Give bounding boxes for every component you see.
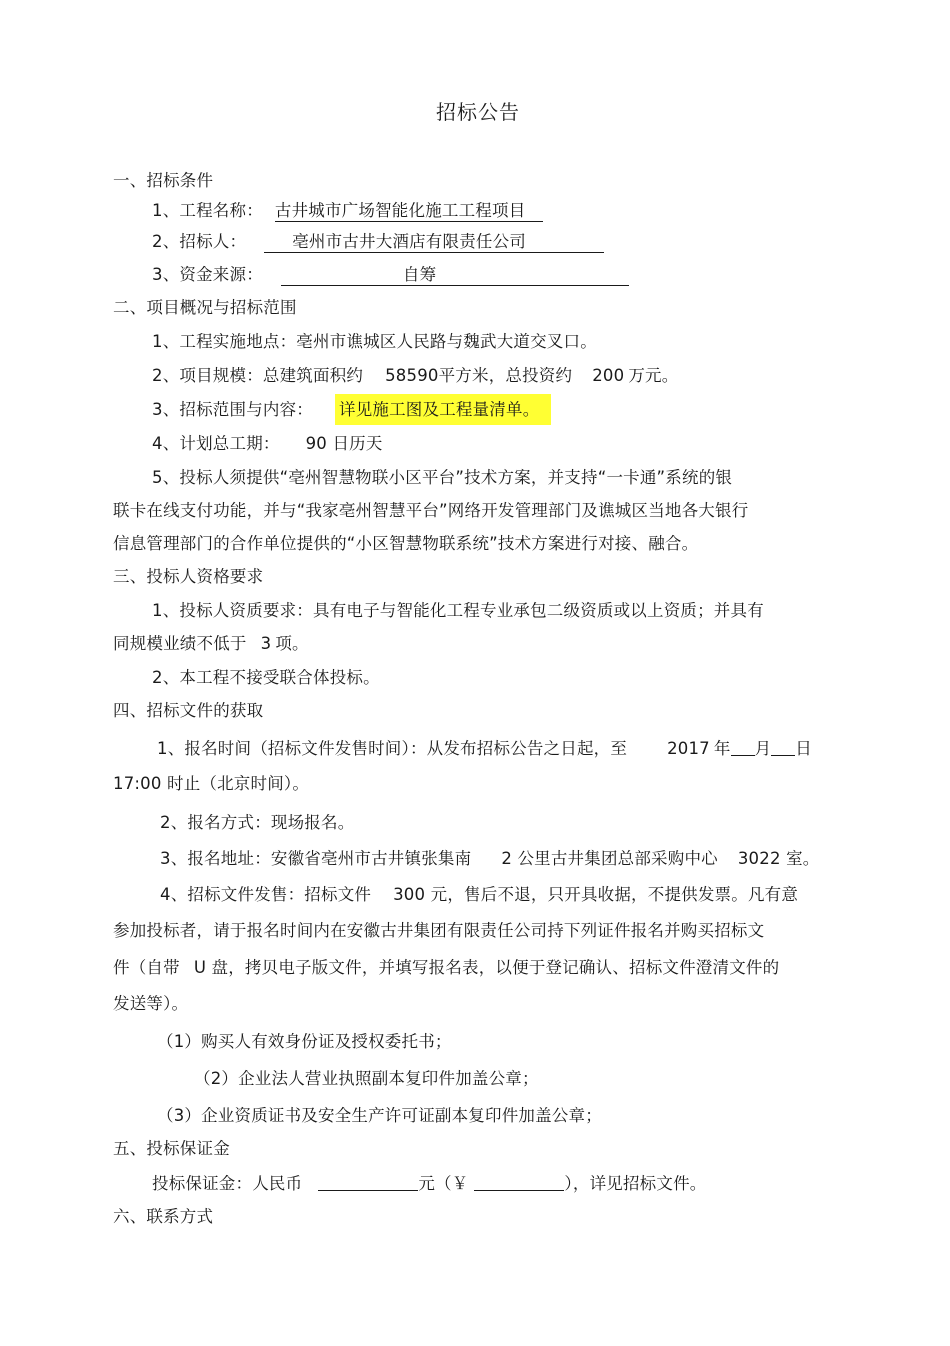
registration-address: 3、报名地址：安徽省亳州市古井镇张集南 2 公里古井集团总部采购中心 3022 室。	[160, 849, 820, 868]
required-document-1: （1）购买人有效身份证及授权委托书；	[157, 1032, 452, 1051]
project-name-value: 古井城市广场智能化施工工程项目	[275, 201, 544, 222]
project-scale: 2、项目规模：总建筑面积约 58590平方米，总投资约 200 万元。	[152, 366, 679, 385]
page-title: 招标公告	[436, 100, 520, 124]
fund-source-label: 3、资金来源：	[152, 265, 263, 284]
project-name-label: 1、工程名称：	[152, 201, 263, 220]
construction-period-value: 90 日历天	[305, 434, 383, 453]
no-consortium: 2、本工程不接受联合体投标。	[152, 668, 380, 687]
bid-bond-line: 投标保证金：人民币 元（￥ ），详见招标文件。	[152, 1174, 707, 1193]
tenderer-row	[152, 231, 604, 253]
total-investment-value: 200	[592, 366, 625, 385]
document-sale-line-3: 件（自带 U 盘，拷贝电子版文件，并填写报名表，以便于登记确认、招标文件澄清文件的	[113, 958, 780, 977]
section-2-heading: 二、项目概况与招标范围	[113, 298, 297, 317]
tender-scope	[152, 399, 551, 421]
registration-time-line-1: 1、报名时间（招标文件发售时间）：从发布招标公告之日起，至 2017 年 月 日	[157, 739, 812, 758]
fund-source-row	[152, 264, 629, 286]
total-area-value: 58590	[385, 366, 439, 385]
tech-requirement-line-3: 信息管理部门的合作单位提供的“小区智慧物联系统”技术方案进行对接、融合。	[113, 534, 699, 553]
document-sale-line-1: 4、招标文件发售：招标文件 300 元，售后不退，只开具收据，不提供发票。凡有意	[160, 885, 799, 904]
bid-bond-amount-blank	[318, 1174, 418, 1191]
document-sale-line-2: 参加投标者，请于报名时间内在安徽古井集团有限责任公司持下列证件报名并购买招标文	[113, 921, 765, 940]
tech-requirement-line-1: 5、投标人须提供“亳州智慧物联小区平台”技术方案，并支持“一卡通”系统的银	[152, 468, 733, 487]
document-sale-line-4: 发送等）。	[113, 994, 189, 1013]
section-5-heading: 五、投标保证金	[113, 1139, 230, 1158]
section-3-heading: 三、投标人资格要求	[113, 567, 264, 586]
section-6-heading: 六、联系方式	[113, 1207, 214, 1226]
tech-requirement-line-2: 联卡在线支付功能，并与“我家亳州智慧平台”网络开发管理部门及谯城区当地各大银行	[113, 501, 749, 520]
registration-time-line-2: 17:00 时止（北京时间）。	[113, 774, 310, 793]
tender-scope-highlighted: 详见施工图及工程量清单。	[335, 394, 551, 425]
tender-scope-label: 3、招标范围与内容：	[152, 400, 313, 419]
section-4-heading: 四、招标文件的获取	[113, 701, 264, 720]
required-document-3: （3）企业资质证书及安全生产许可证副本复印件加盖公章；	[157, 1106, 602, 1125]
section-1-heading: 一、招标条件	[113, 171, 214, 190]
qualification-line-2: 同规模业绩不低于 3 项。	[113, 634, 309, 653]
registration-method: 2、报名方式：现场报名。	[160, 813, 355, 832]
project-location: 1、工程实施地点：亳州市谯城区人民路与魏武大道交叉口。	[152, 332, 597, 351]
construction-period: 4、计划总工期： 90 日历天	[152, 434, 383, 453]
fund-source-value: 自筹	[281, 265, 629, 286]
tenderer-value: 亳州市古井大酒店有限责任公司	[264, 232, 604, 253]
tenderer-label: 2、招标人：	[152, 232, 247, 251]
bid-bond-number-blank	[474, 1174, 564, 1191]
project-name-row	[152, 200, 543, 222]
required-document-2: （2）企业法人营业执照副本复印件加盖公章；	[194, 1069, 539, 1088]
qualification-line-1: 1、投标人资质要求：具有电子与智能化工程专业承包二级资质或以上资质；并具有	[152, 601, 764, 620]
